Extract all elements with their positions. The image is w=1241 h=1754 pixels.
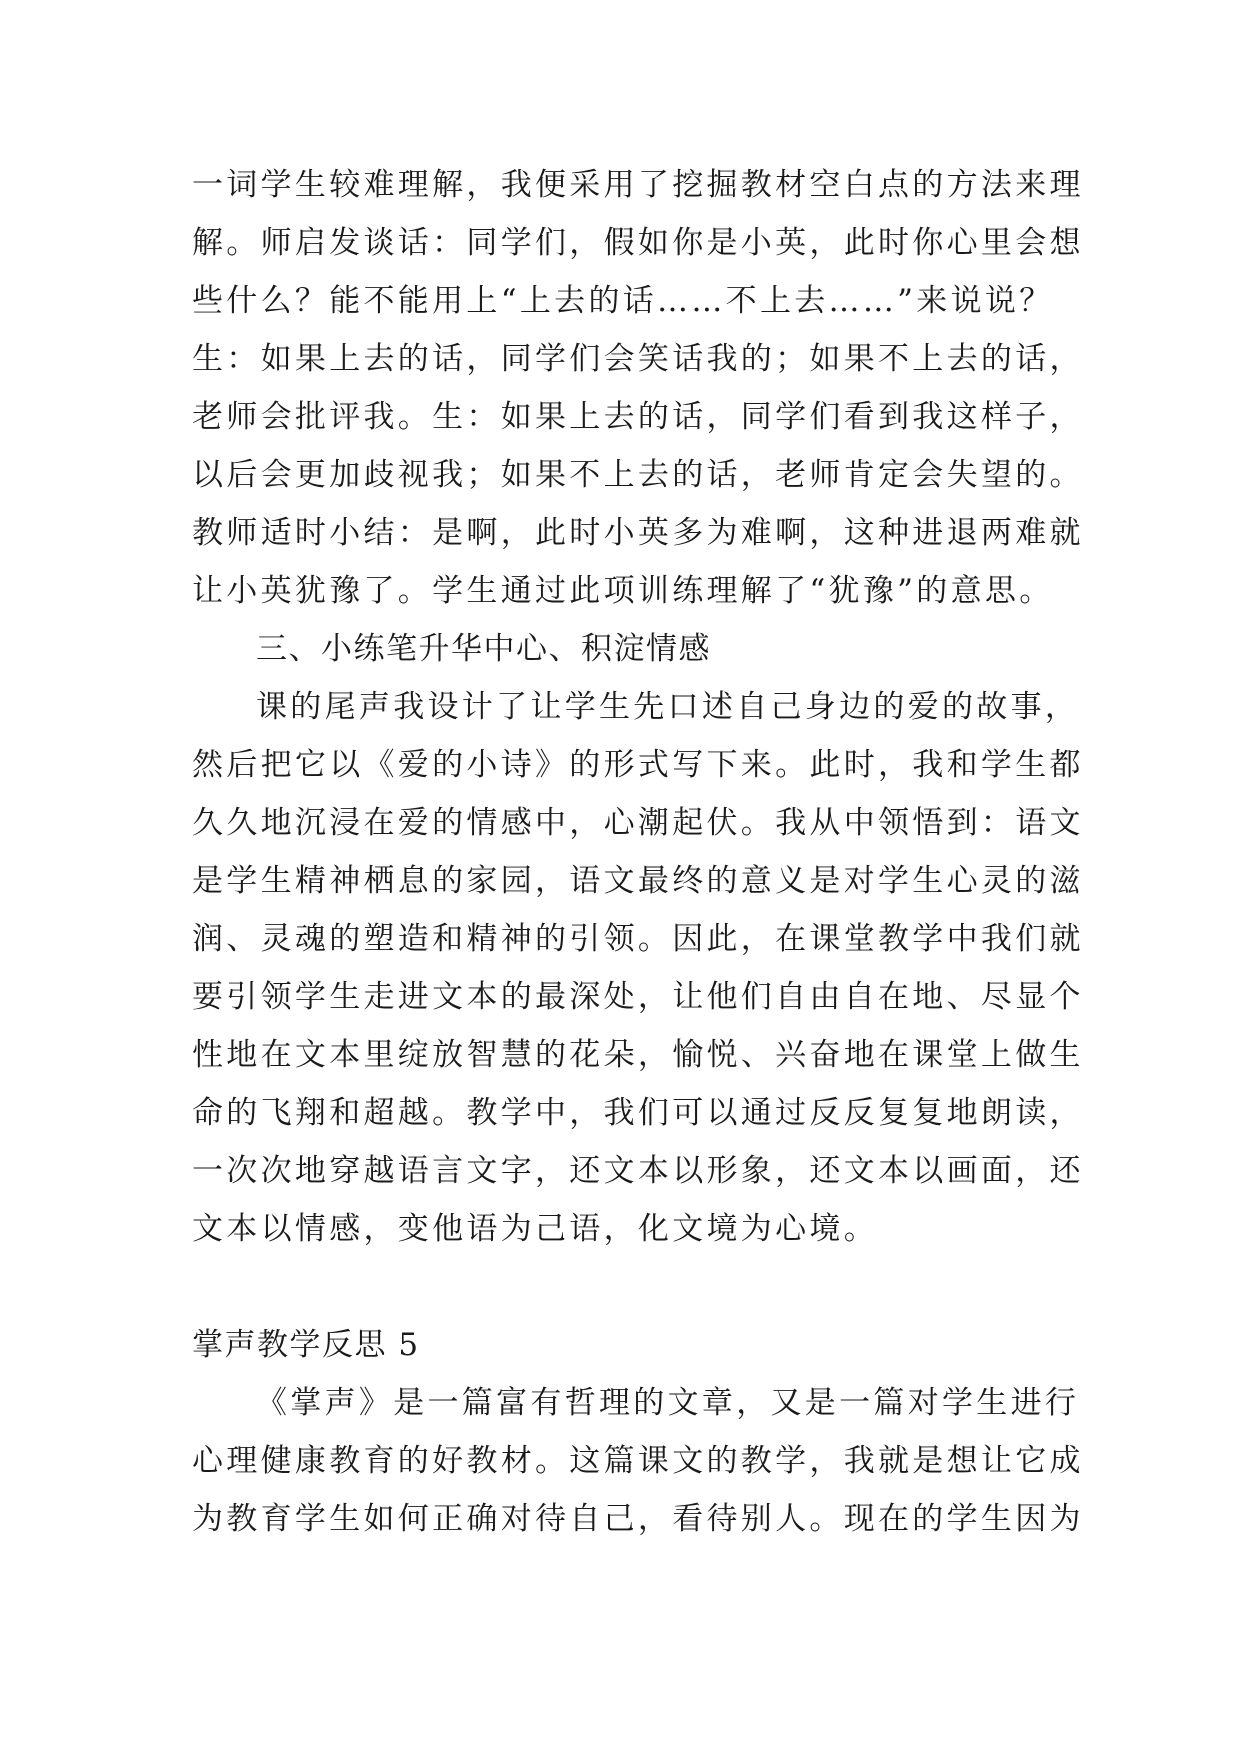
paragraph-line: 为教育学生如何正确对待自己，看待别人。现在的学生因为 — [192, 1501, 1084, 1537]
paragraph-line: 心理健康教育的好教材。这篇课文的教学，我就是想让它成 — [192, 1443, 1084, 1479]
paragraph-line: 以后会更加歧视我；如果不上去的话，老师肯定会失望的。 — [192, 457, 1084, 493]
paragraph-line: 是学生精神栖息的家园，语文最终的意义是对学生心灵的滋 — [192, 863, 1084, 899]
paragraph-line: 要引领学生走进文本的最深处，让他们自由自在地、尽显个 — [192, 979, 1084, 1015]
document-title: 掌声教学反思 5 — [192, 1327, 420, 1363]
paragraph-line: 久久地沉浸在爱的情感中，心潮起伏。我从中领悟到：语文 — [192, 805, 1084, 841]
paragraph-line: 一词学生较难理解，我便采用了挖掘教材空白点的方法来理 — [192, 167, 1084, 203]
section-heading: 三、小练笔升华中心、积淀情感 — [256, 631, 711, 667]
paragraph-line: 然后把它以《爱的小诗》的形式写下来。此时，我和学生都 — [192, 747, 1084, 783]
paragraph-line: 课的尾声我设计了让学生先口述自己身边的爱的故事， — [256, 689, 1080, 725]
paragraph-line: 《掌声》是一篇富有哲理的文章，又是一篇对学生进行 — [256, 1385, 1080, 1421]
paragraph-line: 让小英犹豫了。学生通过此项训练理解了“犹豫”的意思。 — [192, 573, 1054, 609]
paragraph-line: 文本以情感，变他语为己语，化文境为心境。 — [192, 1211, 878, 1247]
paragraph-line: 生：如果上去的话，同学们会笑话我的；如果不上去的话， — [192, 341, 1084, 377]
paragraph-line: 性地在文本里绽放智慧的花朵，愉悦、兴奋地在课堂上做生 — [192, 1037, 1084, 1073]
paragraph-line: 一次次地穿越语言文字，还文本以形象，还文本以画面，还 — [192, 1153, 1084, 1189]
paragraph-line: 教师适时小结：是啊，此时小英多为难啊，这种进退两难就 — [192, 515, 1084, 551]
paragraph-line: 老师会批评我。生：如果上去的话，同学们看到我这样子， — [192, 399, 1084, 435]
paragraph-line: 些什么？能不能用上“上去的话……不上去……”来说说？ — [192, 283, 1054, 319]
paragraph-line: 润、灵魂的塑造和精神的引领。因此，在课堂教学中我们就 — [192, 921, 1084, 957]
paragraph-line: 解。师启发谈话：同学们，假如你是小英，此时你心里会想 — [192, 225, 1084, 261]
paragraph-line: 命的飞翔和超越。教学中，我们可以通过反反复复地朗读， — [192, 1095, 1084, 1131]
